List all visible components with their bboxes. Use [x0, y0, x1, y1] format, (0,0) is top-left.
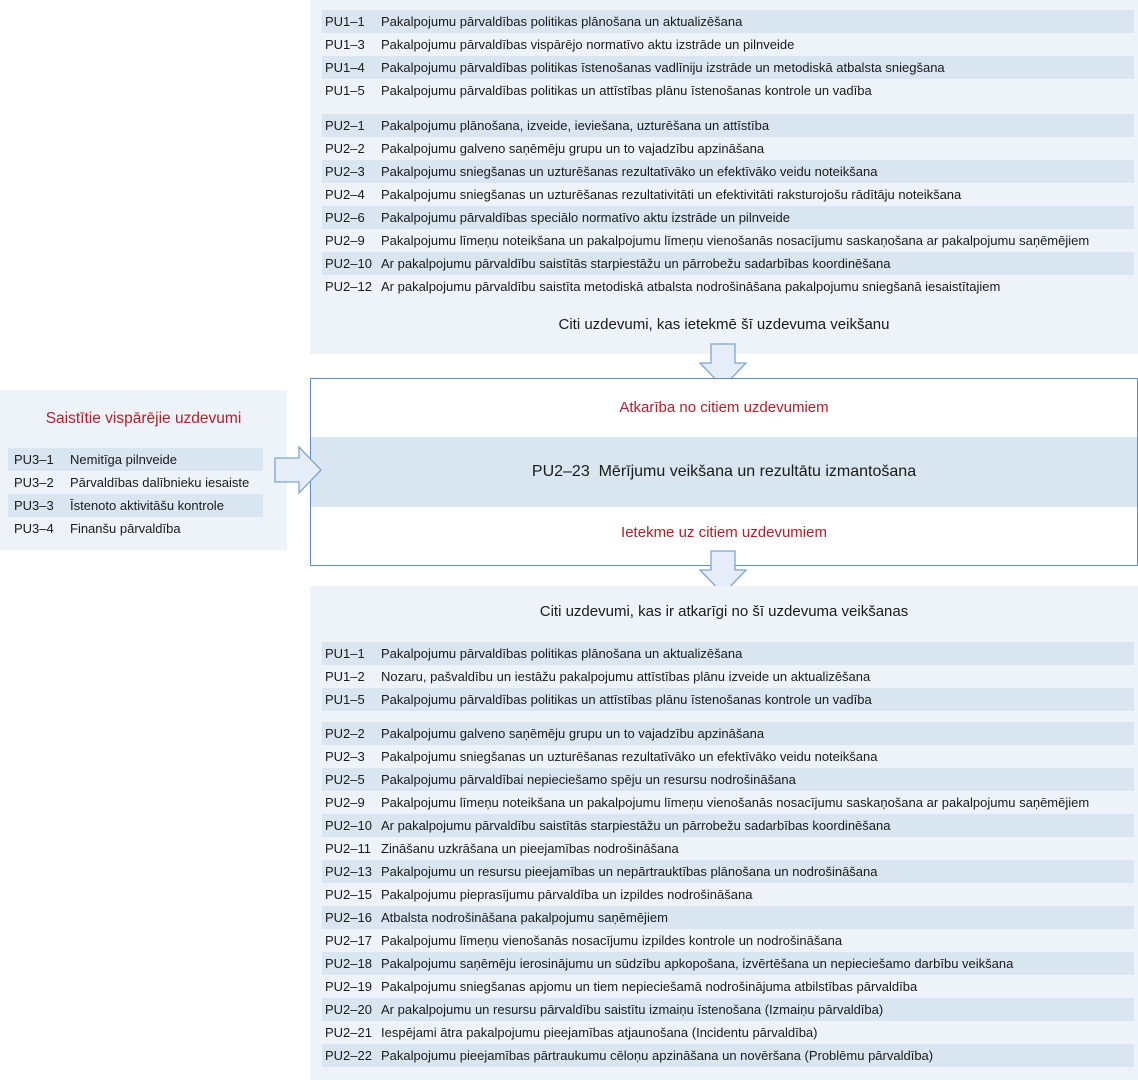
task-text: Zināšanu uzkrāšana un pieejamības nodrošināšana	[381, 841, 679, 856]
task-code: PU2–9	[325, 795, 365, 810]
task-row	[322, 665, 1134, 688]
influencing-tasks-panel	[310, 0, 1138, 354]
task-text: Nozaru, pašvaldību un iestāžu pakalpojumu attīstības plānu izveide un aktualizēšana	[381, 669, 871, 684]
task-code: PU3–4	[14, 521, 54, 536]
task-text: Pakalpojumu pārvaldības politikas plānošana un aktualizēšana	[381, 646, 743, 661]
task-text: Pakalpojumu sniegšanas un uzturēšanas rezultatīvāko un efektīvāko veidu noteikšana	[381, 749, 878, 764]
task-text: Pakalpojumu līmeņu noteikšana un pakalpojumu līmeņu vienošanās nosacījumu saskaņošana ar pakalpojumu saņēmējiem	[381, 795, 1090, 810]
task-code: PU2–12	[325, 279, 372, 294]
task-row	[322, 56, 1134, 79]
task-text: Pakalpojumu pieejamības pārtraukumu cēloņu apzināšana un novēršana (Problēmu pārvaldība)	[381, 1048, 934, 1063]
task-row	[322, 79, 1134, 102]
top-task-group-1	[322, 10, 1134, 102]
related-general-tasks-panel	[0, 390, 287, 550]
task-row	[322, 688, 1134, 711]
task-code: PU2–1	[325, 118, 365, 133]
task-row	[322, 929, 1134, 952]
task-code: PU2–9	[325, 233, 365, 248]
task-row	[322, 860, 1134, 883]
task-text: Pakalpojumu sniegšanas apjomu un tiem nepieciešamā nodrošinājuma atbilstības pārvaldība	[381, 979, 918, 994]
dependent-tasks-panel	[310, 586, 1138, 1080]
task-code: PU2–2	[325, 726, 365, 741]
task-row	[8, 448, 263, 471]
task-code: PU2–19	[325, 979, 372, 994]
task-code: PU2–15	[325, 887, 372, 902]
task-text: Pakalpojumu un resursu pieejamības un nepārtrauktības plānošana un nodrošināšana	[381, 864, 878, 879]
task-text: Pakalpojumu pārvaldībai nepieciešamo spēju un resursu nodrošināšana	[381, 772, 796, 787]
main-task-band	[311, 437, 1137, 507]
bottom-task-group-2	[322, 722, 1134, 1067]
task-text: Pakalpojumu sniegšanas un uzturēšanas rezultativitāti un efektivitāti raksturojošu rādītāju noteikšana	[381, 187, 962, 202]
task-code: PU2–3	[325, 164, 365, 179]
task-text: Ar pakalpojumu pārvaldību saistīta metodiskā atbalsta nodrošināšana pakalpojumu sniegšanā iesaistītajiem	[381, 279, 1001, 294]
task-code: PU1–4	[325, 60, 365, 75]
task-code: PU2–5	[325, 772, 365, 787]
task-text: Pakalpojumu galveno saņēmēju grupu un to vajadzību apzināšana	[381, 141, 765, 156]
influencing-tasks-caption: Citi uzdevumi, kas ietekmē šī uzdevuma veikšanu	[558, 316, 890, 333]
task-row	[322, 275, 1134, 298]
task-code: PU2–16	[325, 910, 372, 925]
task-code: PU2–21	[325, 1025, 372, 1040]
task-row	[322, 10, 1134, 33]
task-text: Pakalpojumu pārvaldības vispārējo normatīvo aktu izstrāde un pilnveide	[381, 37, 795, 52]
task-code: PU2–13	[325, 864, 372, 879]
task-text: Pakalpojumu sniegšanas un uzturēšanas rezultatīvāko un efektīvāko veidu noteikšana	[381, 164, 878, 179]
task-row	[322, 114, 1134, 137]
task-row	[322, 814, 1134, 837]
task-row	[322, 183, 1134, 206]
dependency-label: Atkarība no citiem uzdevumiem	[619, 399, 829, 416]
task-row	[322, 642, 1134, 665]
task-code: PU2–17	[325, 933, 372, 948]
main-task-box	[310, 378, 1138, 566]
task-text: Nemitīga pilnveide	[70, 452, 177, 467]
task-text: Pakalpojumu pārvaldības politikas un attīstības plānu īstenošanas kontrole un vadība	[381, 692, 872, 707]
task-text: Ar pakalpojumu pārvaldību saistītās starpiestāžu un pārrobežu sadarbības koordinēšana	[381, 818, 891, 833]
task-row	[322, 160, 1134, 183]
task-row	[322, 975, 1134, 998]
task-row	[8, 494, 263, 517]
task-text: Pakalpojumu pārvaldības politikas un attīstības plānu īstenošanas kontrole un vadība	[381, 83, 872, 98]
task-code: PU1–1	[325, 14, 365, 29]
task-row	[322, 768, 1134, 791]
task-code: PU1–5	[325, 692, 365, 707]
task-code: PU2–18	[325, 956, 372, 971]
related-general-tasks-title: Saistītie vispārējie uzdevumi	[45, 410, 242, 427]
right-arrow-icon	[273, 445, 323, 495]
task-code: PU3–3	[14, 498, 54, 513]
task-row	[322, 252, 1134, 275]
task-code: PU1–3	[325, 37, 365, 52]
task-code: PU2–6	[325, 210, 365, 225]
task-code: PU2–10	[325, 818, 372, 833]
task-row	[322, 837, 1134, 860]
task-code: PU2–3	[325, 749, 365, 764]
task-text: Iespējami ātra pakalpojumu pieejamības atjaunošana (Incidentu pārvaldība)	[381, 1025, 818, 1040]
task-row	[322, 1044, 1134, 1067]
task-text: Pakalpojumu līmeņu noteikšana un pakalpojumu līmeņu vienošanās nosacījumu saskaņošana ar pakalpojumu saņēmējiem	[381, 233, 1090, 248]
task-row	[322, 229, 1134, 252]
task-text: Pakalpojumu pārvaldības politikas īstenošanas vadlīniju izstrāde un metodiskā atbalsta sniegšana	[381, 60, 945, 75]
task-code: PU3–1	[14, 452, 54, 467]
task-row	[8, 517, 263, 540]
main-task-title: PU2–23 Mērījumu veikšana un rezultātu izmantošana	[531, 463, 917, 480]
task-code: PU2–4	[325, 187, 365, 202]
task-row	[322, 906, 1134, 929]
task-text: Ar pakalpojumu un resursu pārvaldību saistītu izmaiņu īstenošana (Izmaiņu pārvaldība)	[381, 1002, 884, 1017]
task-text: Atbalsta nodrošināšana pakalpojumu saņēmējiem	[381, 910, 668, 925]
task-code: PU3–2	[14, 475, 54, 490]
task-row	[322, 883, 1134, 906]
task-text: Pakalpojumu saņēmēju ierosinājumu un sūdzību apkopošana, izvērtēšana un nepieciešamo darbību veikšana	[381, 956, 1014, 971]
bottom-task-group-1	[322, 642, 1134, 711]
task-code: PU2–2	[325, 141, 365, 156]
task-text: Pakalpojumu galveno saņēmēju grupu un to vajadzību apzināšana	[381, 726, 765, 741]
task-code: PU2–10	[325, 256, 372, 271]
task-text: Pakalpojumu pieprasījumu pārvaldība un izpildes nodrošināšana	[381, 887, 753, 902]
task-text: Pakalpojumu pārvaldības politikas plānošana un aktualizēšana	[381, 14, 743, 29]
task-text: Īstenoto aktivitāšu kontrole	[70, 498, 224, 513]
task-text: Finanšu pārvaldība	[70, 521, 181, 536]
task-text: Pakalpojumu pārvaldības speciālo normatīvo aktu izstrāde un pilnveide	[381, 210, 791, 225]
related-general-tasks-list	[8, 448, 263, 540]
task-row	[322, 745, 1134, 768]
task-code: PU2–20	[325, 1002, 372, 1017]
task-row	[322, 137, 1134, 160]
impact-label: Ietekme uz citiem uzdevumiem	[621, 524, 827, 541]
task-row	[322, 998, 1134, 1021]
task-code: PU1–5	[325, 83, 365, 98]
top-task-group-2	[322, 114, 1134, 298]
task-row	[322, 722, 1134, 745]
task-code: PU2–11	[325, 841, 372, 856]
task-code: PU2–22	[325, 1048, 372, 1063]
task-text: Ar pakalpojumu pārvaldību saistītās starpiestāžu un pārrobežu sadarbības koordinēšana	[381, 256, 891, 271]
dependent-tasks-caption: Citi uzdevumi, kas ir atkarīgi no šī uzdevuma veikšanas	[539, 603, 909, 620]
task-code: PU1–1	[325, 646, 365, 661]
task-row	[8, 471, 263, 494]
task-code: PU1–2	[325, 669, 365, 684]
task-row	[322, 1021, 1134, 1044]
task-row	[322, 206, 1134, 229]
task-row	[322, 33, 1134, 56]
task-text: Pakalpojumu plānošana, izveide, ieviešana, uzturēšana un attīstība	[381, 118, 770, 133]
task-row	[322, 791, 1134, 814]
task-row	[322, 952, 1134, 975]
task-text: Pārvaldības dalībnieku iesaiste	[70, 475, 250, 490]
task-text: Pakalpojumu līmeņu vienošanās nosacījumu izpildes kontrole un nodrošināšana	[381, 933, 843, 948]
